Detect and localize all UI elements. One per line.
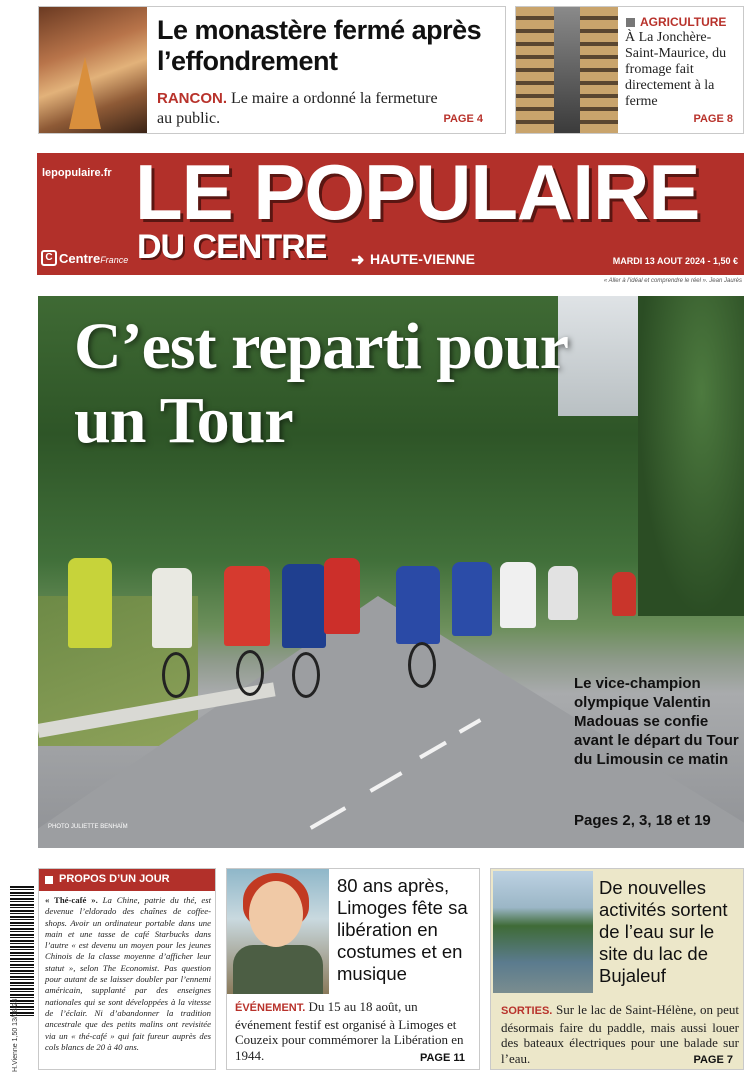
bike-wheel <box>162 652 190 698</box>
publisher-name: Centre <box>59 251 101 266</box>
teaser-monastery-kicker: RANCON. <box>157 90 227 107</box>
lake-photo <box>493 871 593 993</box>
masthead-motto: « Aller à l’idéal et comprendre le réel ». Jean Jaurès <box>603 278 742 284</box>
cyclist <box>68 558 112 648</box>
liberation-poster-photo <box>227 869 329 994</box>
sorties-headline[interactable]: De nouvelles activités sortent de l’eau sur le site du lac de Bujaleuf <box>599 877 728 986</box>
teaser-agriculture-kicker: AGRICULTURE <box>640 15 727 29</box>
column-text: La Chine, patrie du thé, est devenue l’eldorado des chaînes de coffee-shops. Avoir un ordinateur portable dans une main et une tasse de café Starbucks dans l’autre « est devenu un moyen pour les jeunes Chinois de la classe moyenne d’afficher leur statut », selon The Economist. Pas question pour autant de se laisser doubler par l’ennemi américain, supplanté par des enseignes nationales qui se sont développées à la vitesse de l’éclair. Ni d’abandonner la tradition ancestrale que des petits malins ont revisitée via un « thé-café » qui fait fureur auprès des cols blancs de 20 à 40 ans. <box>45 895 211 1052</box>
teaser-monastery-body <box>157 89 447 129</box>
event-text: Du 15 au 18 août, un événement festif est organisé à Limoges et Couzeix pour commémorer la Libération en 1944. <box>235 999 464 1063</box>
story-lac-bujaleuf[interactable] <box>490 868 744 1070</box>
teaser-agriculture-page: PAGE 8 <box>693 113 733 125</box>
newspaper-title: LE POPULAIRE <box>135 153 700 236</box>
hero-story[interactable] <box>38 296 744 848</box>
publisher-logo <box>59 251 128 266</box>
newspaper-subtitle: DU CENTRE <box>137 228 327 266</box>
story-liberation-limoges[interactable] <box>226 868 480 1070</box>
website-url[interactable]: lepopulaire.fr <box>42 167 112 179</box>
teaser-agriculture[interactable] <box>515 6 744 134</box>
column-body <box>45 895 211 1053</box>
section-square-icon <box>626 18 635 27</box>
hero-deck: Le vice-champion olympique Valentin Madouas se confie avant le départ du Tour du Limousin ce matin <box>574 675 739 768</box>
barcode <box>10 886 34 1076</box>
cyclist <box>548 566 578 620</box>
cyclist <box>324 558 360 634</box>
sorties-kicker: SORTIES. <box>501 1005 553 1017</box>
cyclist <box>396 566 440 644</box>
cyclist <box>152 568 192 648</box>
event-page: PAGE 11 <box>419 1052 465 1064</box>
cyclist <box>452 562 492 636</box>
teaser-monastery-headline[interactable]: Le monastère fermé après l’effondrement <box>157 15 482 76</box>
column-propos-dun-jour[interactable] <box>38 868 216 1070</box>
arrow-right-icon: ➜ <box>351 252 365 269</box>
column-header <box>39 869 216 891</box>
photo-credit: PHOTO JULIETTE BENHAÏM <box>48 824 128 830</box>
sorties-page: PAGE 7 <box>693 1054 733 1066</box>
masthead <box>37 153 744 275</box>
column-label: PROPOS D’UN JOUR <box>59 873 170 885</box>
hero-trees <box>638 296 744 616</box>
bike-wheel <box>236 650 264 696</box>
column-title: « Thé-café ». <box>45 895 98 905</box>
section-square-icon <box>45 876 53 884</box>
hero-headline[interactable]: C’est reparti pour un Tour <box>74 310 567 457</box>
teaser-monastery-text: Le maire a ordonné la fermeture au public. <box>157 90 438 127</box>
monastery-photo <box>39 7 147 133</box>
cheese-cellar-photo <box>516 7 618 133</box>
teaser-agriculture-body[interactable]: À La Jonchère-Saint-Maurice, du fromage fait directement à la ferme <box>625 30 727 109</box>
issue-date-price: MARDI 13 AOUT 2024 - 1,50 € <box>612 256 738 266</box>
publisher-suffix: France <box>100 255 129 265</box>
bike-wheel <box>292 652 320 698</box>
edition-region: HAUTE-VIENNE <box>370 251 476 267</box>
teaser-monastery-page: PAGE 4 <box>443 113 483 125</box>
cyclist <box>612 572 636 616</box>
cyclist <box>282 564 326 648</box>
centre-france-logo-icon: C <box>41 250 57 266</box>
cyclist <box>224 566 270 646</box>
barcode-text: H.Vienne 1,50 13/08/24 <box>12 998 19 1072</box>
hero-pages: Pages 2, 3, 18 et 19 <box>574 812 711 829</box>
bike-wheel <box>408 642 436 688</box>
event-kicker: ÉVÉNEMENT. <box>235 1002 306 1014</box>
teaser-monastery[interactable] <box>38 6 506 134</box>
event-headline[interactable]: 80 ans après, Limoges fête sa libération en costumes et en musique <box>337 875 468 984</box>
sorties-text: Sur le lac de Saint-Hélène, on peut désormais faire du paddle, mais aussi louer des bateaux électriques pour une balade sur l’eau. <box>501 1002 740 1066</box>
cyclist <box>500 562 536 628</box>
